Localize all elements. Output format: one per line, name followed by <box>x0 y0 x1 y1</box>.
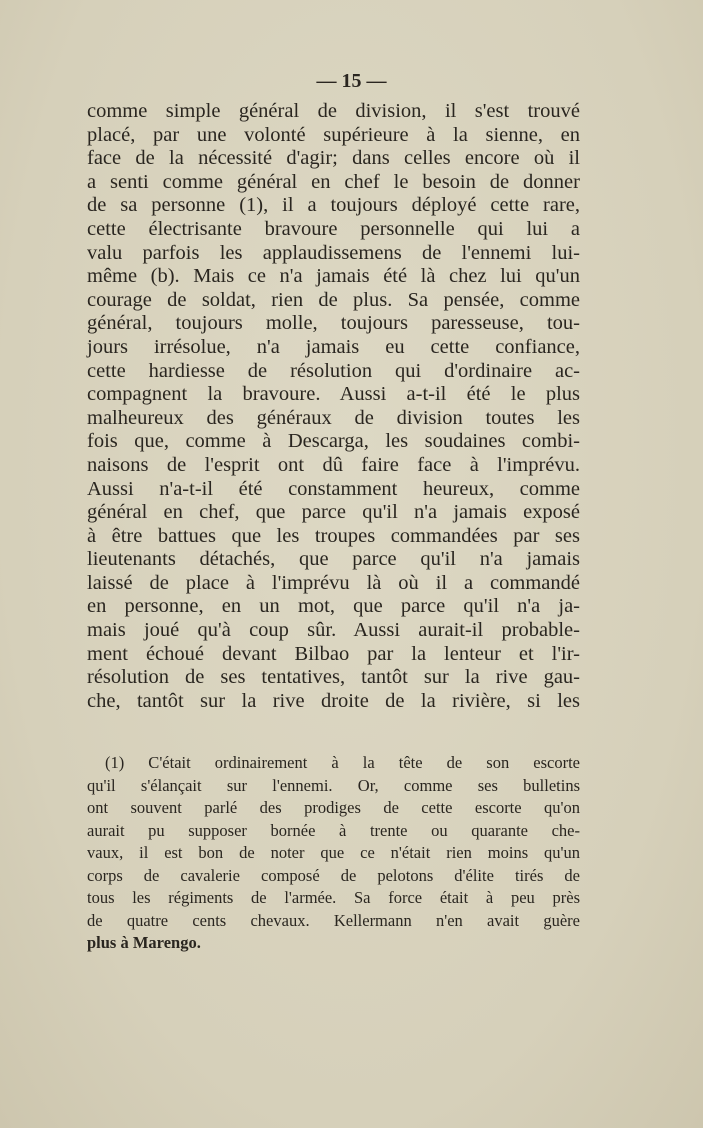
body-line: malheureux des généraux de division toutes les <box>87 406 580 429</box>
body-line: résolution de ses tentatives, tantôt sur la rive gau- <box>87 666 580 689</box>
body-line: a senti comme général en chef le besoin de donner <box>87 170 580 193</box>
body-line: même (b). Mais ce n'a jamais été là chez lui qu'un <box>87 265 580 288</box>
body-line: valu parfois les applaudissemens de l'ennemi lui- <box>87 241 580 264</box>
footnote-line: ont souvent parlé des prodiges de cette escorte qu'on <box>87 798 580 817</box>
body-line: ment échoué devant Bilbao par la lenteur et l'ir- <box>87 642 580 665</box>
body-line: placé, par une volonté supérieure à la sienne, en <box>87 123 580 146</box>
footnote-line: de quatre cents chevaux. Kellermann n'en avait guère <box>87 910 580 930</box>
body-line: mais joué qu'à coup sûr. Aussi aurait-il probable- <box>87 619 580 642</box>
page-number: — 15 — <box>316 70 387 92</box>
body-line: courage de soldat, rien de plus. Sa pensée, comme <box>87 288 580 311</box>
body-line: cette électrisante bravoure personnelle qui lui a <box>87 217 580 240</box>
body-line: compagnent la bravoure. Aussi a-t-il été le plus <box>87 383 580 406</box>
body-line: lieutenants détachés, que parce qu'il n'a jamais <box>87 548 580 571</box>
footnotes <box>87 752 580 955</box>
body-line: comme simple général de division, il s'est trouvé <box>87 100 580 122</box>
body-line: jours irrésolue, n'a jamais eu cette confiance, <box>87 335 580 358</box>
footnote-line: aurait pu supposer bornée à trente ou quarante che- <box>87 820 580 840</box>
body-line: fois que, comme à Descarga, les soudaines combi- <box>87 430 580 453</box>
body-line: laissé de place à l'imprévu là où il a commandé <box>87 571 580 594</box>
body-line: Aussi n'a-t-il été constamment heureux, comme <box>87 477 580 500</box>
body-line: face de la nécessité d'agir; dans celles encore où il <box>87 147 580 170</box>
footnote-line: plus à Marengo. <box>87 933 201 952</box>
body-line: cette hardiesse de résolution qui d'ordinaire ac- <box>87 359 580 382</box>
footnote-line: (1) C'était ordinairement à la tête de son escorte <box>105 753 580 772</box>
body-text <box>87 100 580 713</box>
body-line: général, toujours molle, toujours paresseuse, tou- <box>87 312 580 335</box>
footnote-line: vaux, il est bon de noter que ce n'était rien moins qu'un <box>87 843 580 862</box>
body-line: général en chef, que parce qu'il n'a jamais exposé <box>87 501 580 524</box>
body-line: naisons de l'esprit ont dû faire face à l'imprévu. <box>87 453 580 476</box>
body-line: en personne, en un mot, que parce qu'il n'a ja- <box>87 595 580 618</box>
body-line: che, tantôt sur la rive droite de la rivière, si les <box>87 689 580 712</box>
footnote-line: corps de cavalerie composé de pelotons d'élite tirés de <box>87 865 580 885</box>
footnote-line: qu'il s'élançait sur l'ennemi. Or, comme ses bulletins <box>87 775 580 795</box>
body-line: de sa personne (1), il a toujours déployé cette rare, <box>87 194 580 217</box>
footnote-line: tous les régiments de l'armée. Sa force était à peu près <box>87 888 580 907</box>
body-line: à être battues que les troupes commandées par ses <box>87 524 580 547</box>
